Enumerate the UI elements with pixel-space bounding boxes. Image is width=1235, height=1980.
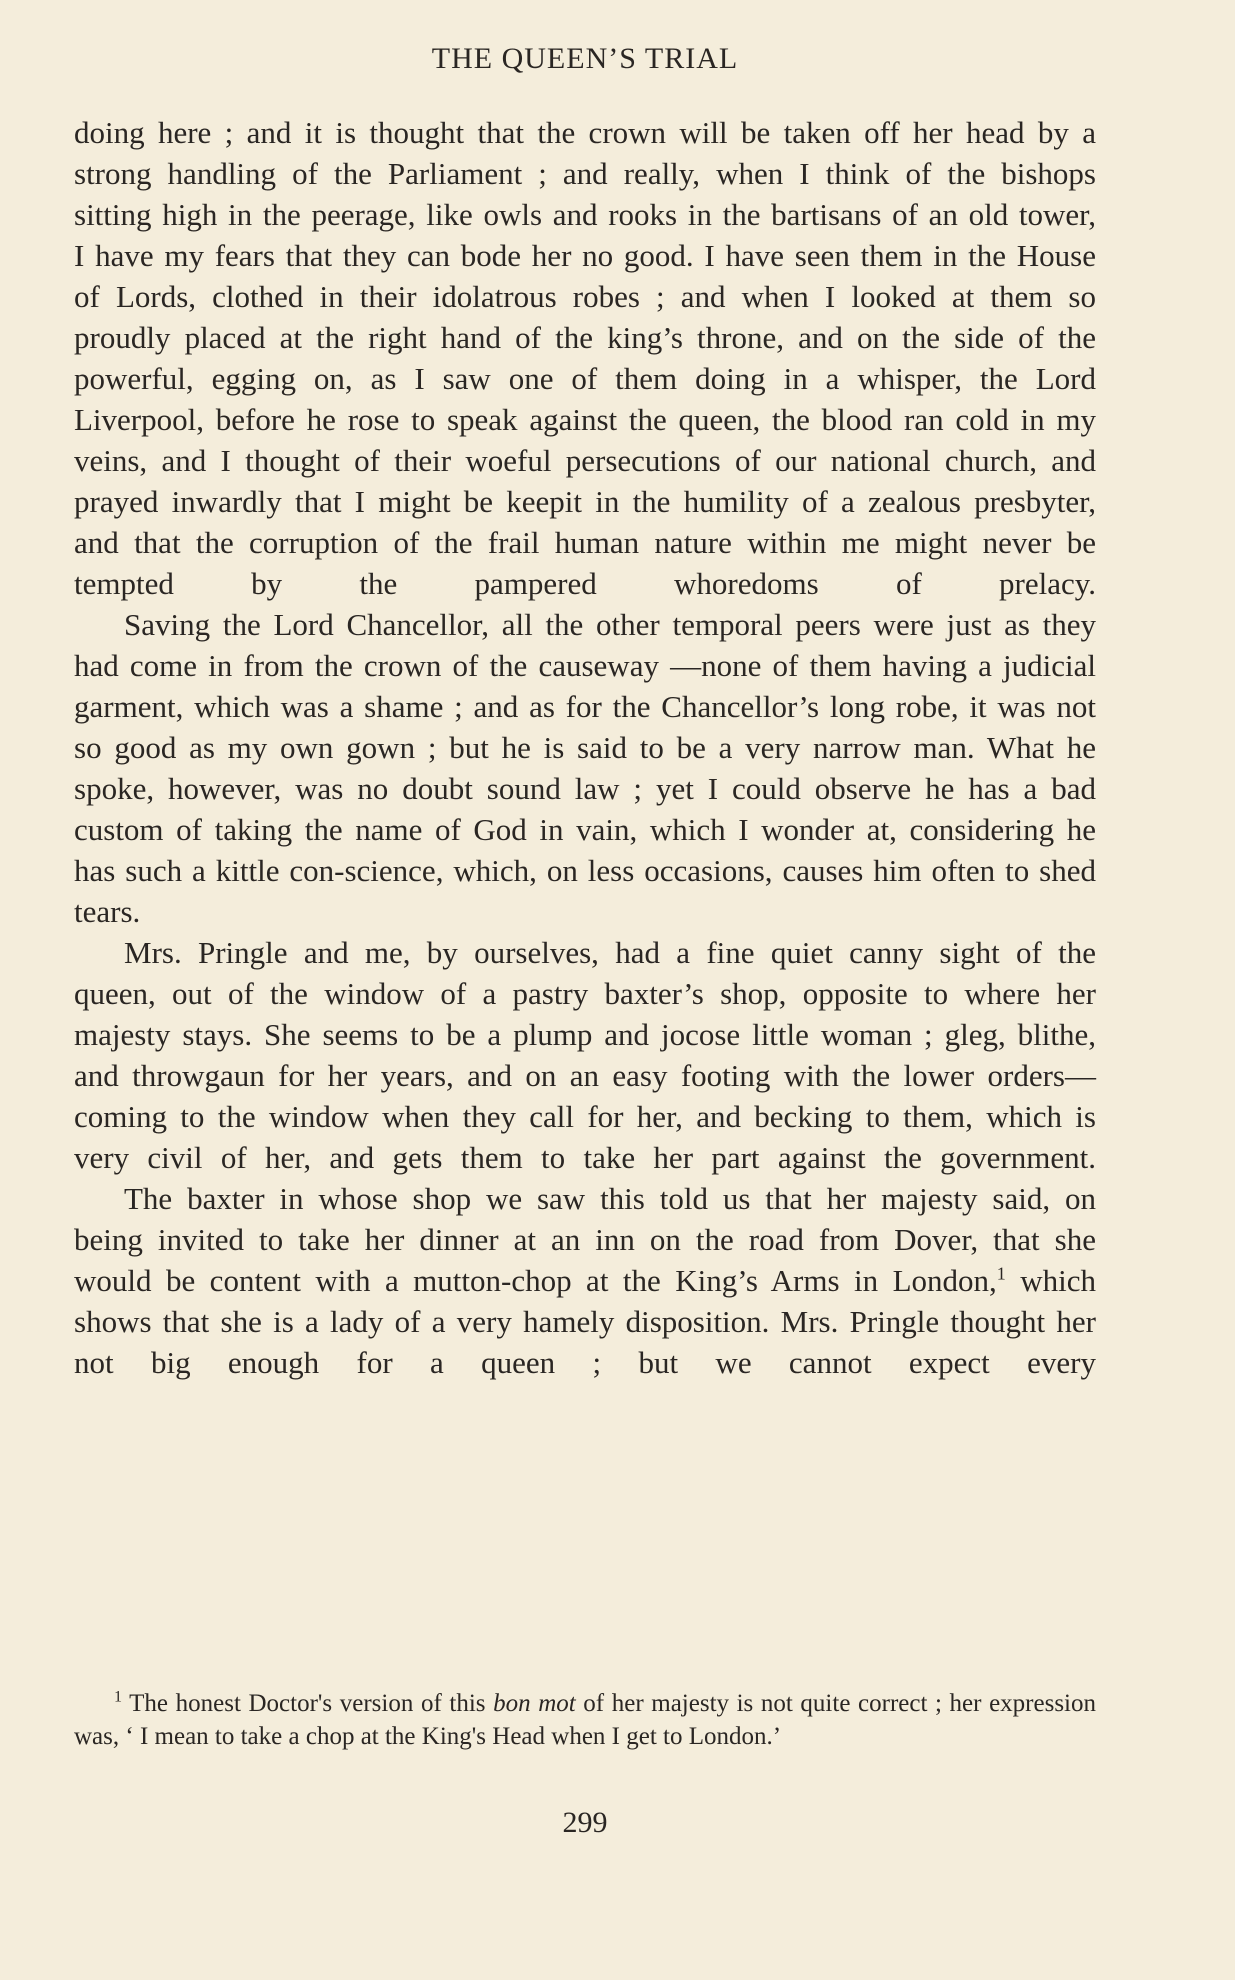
footnote-text-b: of her majesty is not quite correct ; her expression was, ‘ I mean to take a chop at the King's Head when I get to London.’ [74,1690,1096,1750]
page-number: 299 [562,1806,608,1839]
paragraph-1: doing here ; and it is thought that the crown will be taken off her head by a strong handling of the Parliament ; and really, when I think of the bishops sitting high in the peerage, like owls and rooks in the bartisans of an old tower, I have my fears that they can bode her no good. I have seen them in the House of Lords, clothed in their idolatrous robes ; and when I looked at them so proudly placed at the right hand of the king’s throne, and on the side of the powerful, egging on, as I saw one of them doing in a whisper, the Lord Liverpool, before he rose to speak against the queen, the blood ran cold in my veins, and I thought of their woeful persecutions of our national church, and prayed inwardly that I might be keepit in the humility of a zealous presbyter, and that the corruption of the frail human nature within me might never be tempted by the pampered whoredoms of prelacy. [74,115,1096,601]
footnote-marker: 1 [114,1688,122,1706]
paragraph-4 [74,1178,1096,1383]
running-head: THE QUEEN’S TRIAL [431,42,739,75]
paragraph-4-text-a: The baxter in whose shop we saw this told us that her majesty said, on being invited to take her dinner at an inn on the road from Dover, that she would be content with a mutton-chop at the King’s Arms in London, [74,1181,1096,1298]
paragraph-4-text-b: which shows that she is a lady of a very hamely disposition. Mrs. Pringle thought her not big enough for a queen ; but we cannot expect every [74,1263,1096,1380]
paragraph-3: Mrs. Pringle and me, by ourselves, had a fine quiet canny sight of the queen, out of the window of a pastry baxter’s shop, opposite to where her majesty stays. She seems to be a plump and jocose little woman ; gleg, blithe, and throwgaun for her years, and on an easy footing with the lower orders— coming to the window when they call for her, and becking to them, which is very civil of her, and gets them to take her part against the government. [74,935,1096,1175]
body-text [74,112,1096,1383]
footnote-italic-phrase: bon mot [493,1690,576,1717]
paragraph-2: Saving the Lord Chancellor, all the other temporal peers were just as they had come in from the crown of the causeway —none of them having a judicial garment, which was a shame ; and as for the Chancellor’s long robe, it was not so good as my own gown ; but he is said to be a very narrow man. What he spoke, however, was no doubt sound law ; yet I could observe he has a bad custom of taking the name of God in vain, which I wonder at, considering he has such a kittle con-science, which, on less occasions, causes him often to shed tears. [74,607,1096,929]
footnote [74,1687,1096,1753]
footnote-text-a: The honest Doctor's version of this [122,1690,494,1717]
footnote-reference: 1 [996,1263,1006,1284]
